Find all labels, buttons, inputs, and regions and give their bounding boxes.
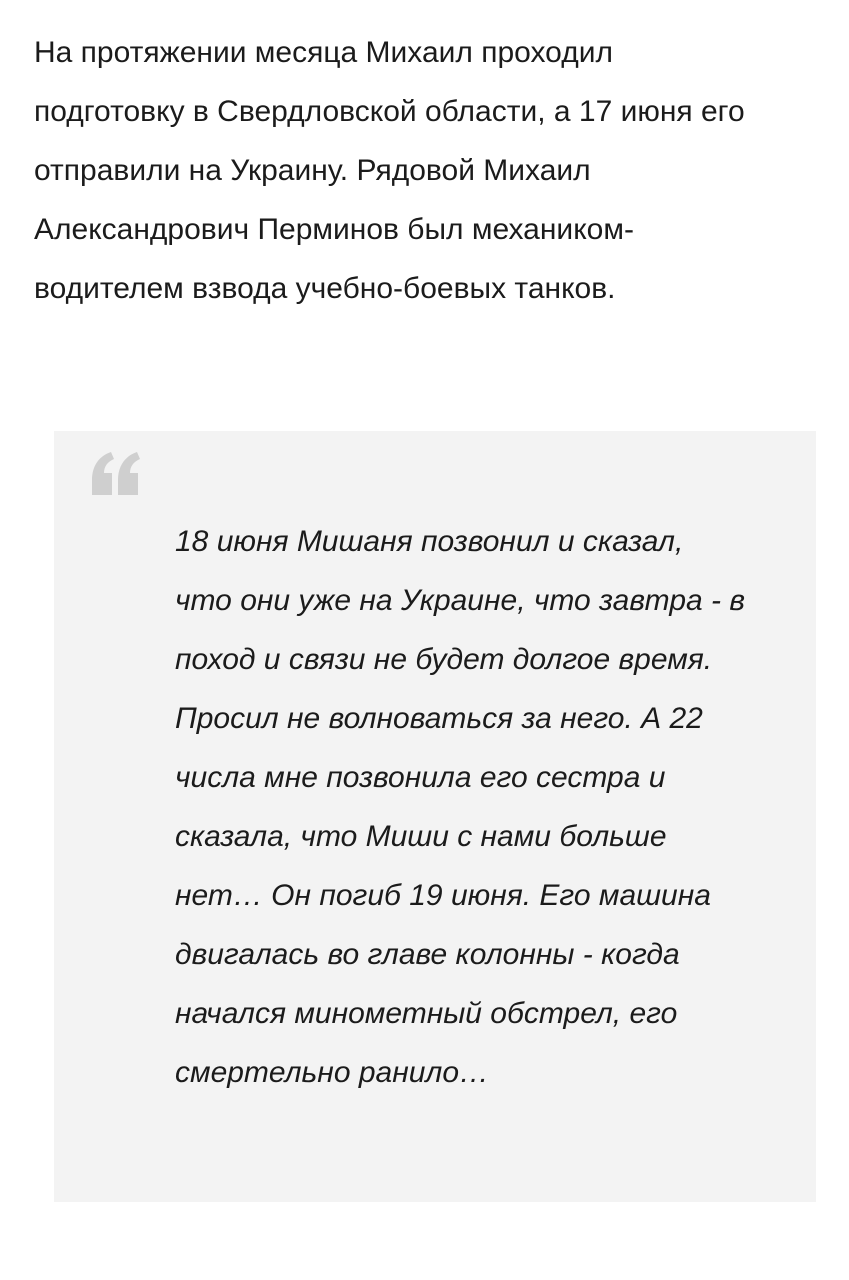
quote-line: нет… Он погиб 19 июня. Его машина (175, 879, 711, 912)
intro-line: отправили на Украину. Рядовой Михаил (34, 154, 591, 187)
quote-mark-icon (86, 446, 144, 504)
quote-line: числа мне позвонила его сестра и (175, 761, 666, 794)
quote-line: Просил не волноваться за него. А 22 (175, 702, 703, 735)
quote-line: начался минометный обстрел, его (175, 997, 678, 1030)
intro-line: Александрович Перминов был механиком- (34, 213, 634, 246)
quote-text (175, 512, 805, 1102)
article-intro-paragraph (34, 23, 824, 318)
intro-line: подготовку в Свердловской области, а 17 июня его (34, 95, 745, 128)
quote-line: смертельно ранило… (175, 1056, 490, 1089)
quote-line: поход и связи не будет долгое время. (175, 643, 713, 676)
intro-line: водителем взвода учебно-боевых танков. (34, 272, 616, 305)
quote-line: 18 июня Мишаня позвонил и сказал, (175, 525, 684, 558)
intro-line: На протяжении месяца Михаил проходил (34, 36, 613, 69)
quote-line: что они уже на Украине, что завтра - в (175, 584, 746, 617)
quote-line: двигалась во главе колонны - когда (175, 938, 680, 971)
quote-line: сказала, что Миши с нами больше (175, 820, 667, 853)
